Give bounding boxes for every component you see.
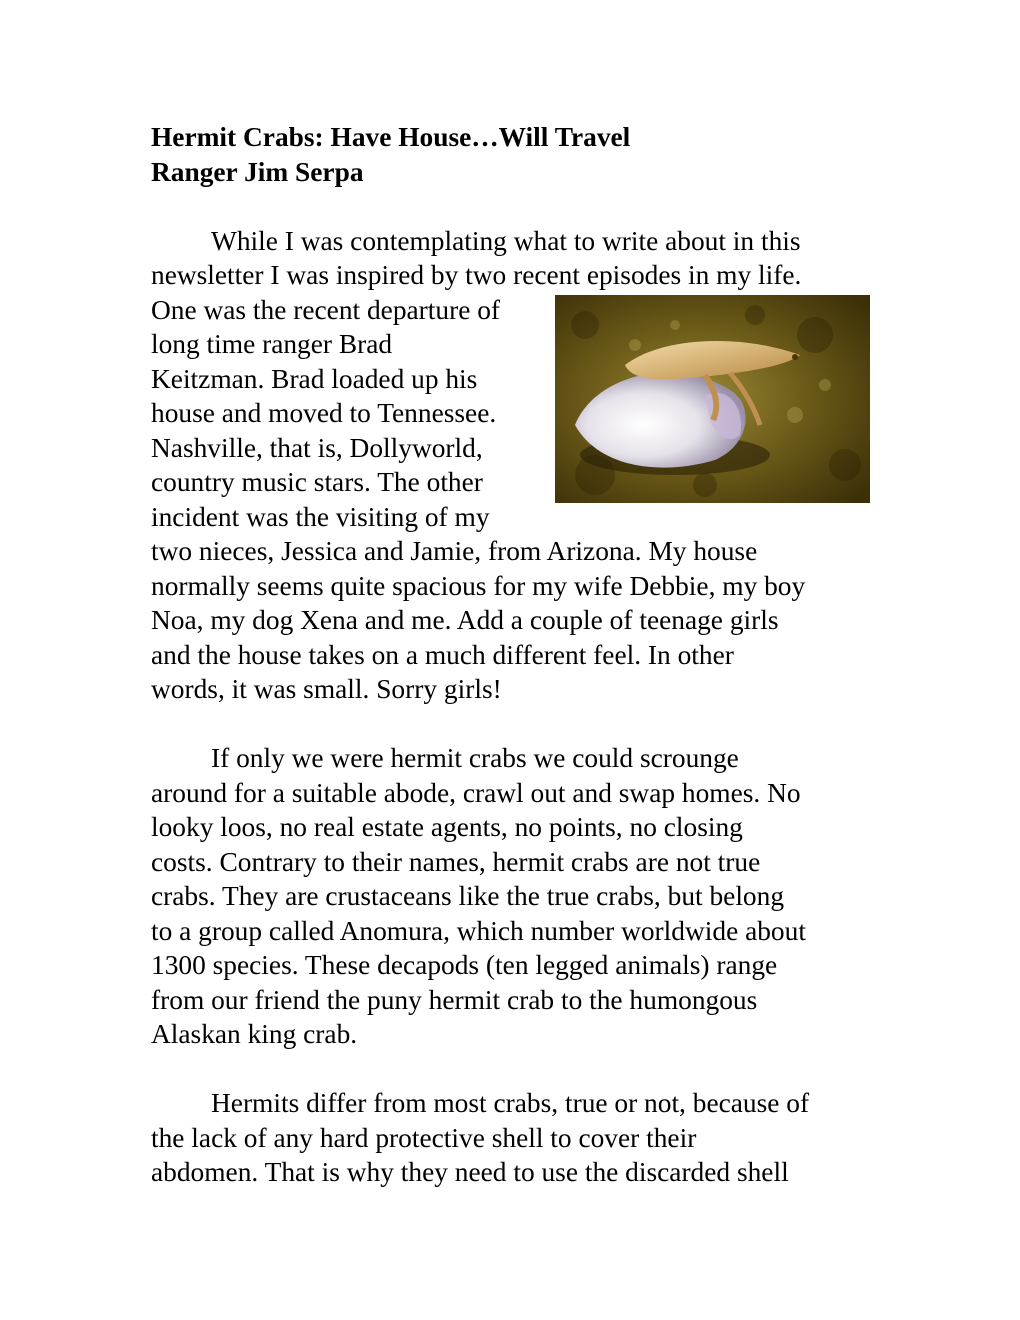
paragraph-2: [151, 741, 881, 1052]
paragraph-line: Nashville, that is, Dollyworld,: [151, 432, 483, 463]
paragraph-line: words, it was small. Sorry girls!: [151, 674, 502, 704]
paragraph-line: country music stars. The other: [151, 467, 483, 497]
paragraph-line: If only we were hermit crabs we could scrounge: [211, 743, 739, 773]
paragraph-line: 1300 species. These decapods (ten legged animals) range: [151, 950, 778, 980]
paragraph-line: costs. Contrary to their names, hermit crabs are not true: [151, 846, 761, 877]
paragraph-line: the lack of any hard protective shell to cover their: [151, 1122, 697, 1153]
article: [151, 120, 881, 1190]
paragraph-line: house and moved to Tennessee.: [151, 398, 497, 428]
paragraph-line: newsletter I was inspired by two recent episodes in my life.: [151, 260, 802, 290]
paragraph-line: from our friend the puny hermit crab to the humongous: [151, 984, 758, 1015]
paragraph-line: One was the recent departure of: [151, 294, 501, 325]
paragraph-line: to a group called Anomura, which number worldwide about: [151, 915, 806, 946]
paragraph-line: crabs. They are crustaceans like the true crabs, but belong: [151, 881, 785, 911]
paragraph-line: While I was contemplating what to write about in this: [211, 225, 801, 256]
paragraph-line: around for a suitable abode, crawl out and swap homes. No: [151, 777, 801, 808]
paragraph-line: Hermits differ from most crabs, true or not, because of: [211, 1088, 810, 1118]
paragraph-line: two nieces, Jessica and Jamie, from Arizona. My house: [151, 536, 758, 566]
article-author: Ranger Jim Serpa: [151, 156, 364, 187]
article-title: Hermit Crabs: Have House…Will Travel: [151, 122, 631, 152]
paragraph-3: [151, 1086, 881, 1190]
paragraph-1: [151, 224, 881, 707]
paragraph-line: abdomen. That is why they need to use the discarded shell: [151, 1157, 789, 1187]
paragraph-line: Keitzman. Brad loaded up his: [151, 363, 478, 394]
paragraph-line: and the house takes on a much different feel. In other: [151, 639, 734, 670]
paragraph-line: looky loos, no real estate agents, no points, no closing: [151, 812, 743, 842]
paragraph-line: Noa, my dog Xena and me. Add a couple of teenage girls: [151, 605, 779, 635]
paragraph-line: normally seems quite spacious for my wife Debbie, my boy: [151, 570, 806, 601]
paragraph-line: incident was the visiting of my: [151, 501, 490, 532]
paragraph-line: long time ranger Brad: [151, 329, 393, 359]
paragraph-line: Alaskan king crab.: [151, 1019, 358, 1049]
